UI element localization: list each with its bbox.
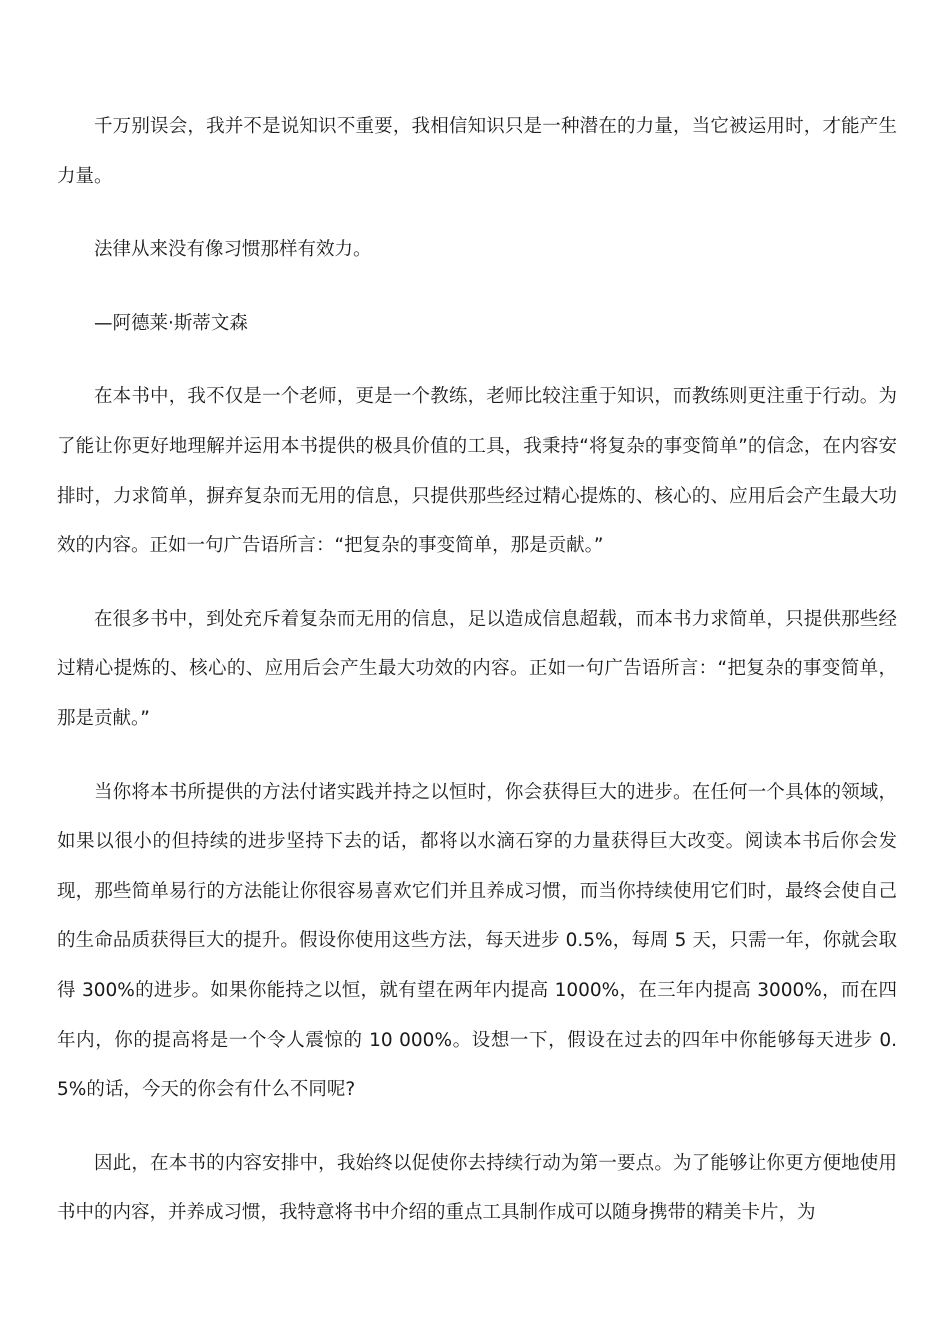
- paragraph-progress: 当你将本书所提供的方法付诸实践并持之以恒时，你会获得巨大的进步。在任何一个具体的领域，如果以很小的但持续的进步坚持下去的话，都将以水滴石穿的力量获得巨大改变。阅读本书后你会发现，那些简单易行的方法能让你很容易喜欢它们并且养成习惯，而当你持续使用它们时，最终会使自己的生命品质获得巨大的提升。假设你使用这些方法，每天进步 0.5%，每周 5 天，只需一年，你就会取得 300%的进步。如果你能持之以恒，就有望在两年内提高 1000%，在三年内提高 3000%，而在四年内，你的提高将是一个令人震惊的 10 000%。设想一下，假设在过去的四年中你能够每天进步 0.5%的话，今天的你会有什么不同呢?: [57, 781, 897, 1101]
- paragraph-knowledge: 千万别误会，我并不是说知识不重要，我相信知识只是一种潜在的力量，当它被运用时，才能产生力量。: [57, 116, 897, 187]
- paragraph-information-overload: 在很多书中，到处充斥着复杂而无用的信息，足以造成信息超载，而本书力求简单，只提供那些经过精心提炼的、核心的、应用后会产生最大功效的内容。正如一句广告语所言：“把复杂的事变简单，那是贡献。”: [57, 608, 897, 729]
- document-body: [57, 102, 897, 1262]
- quote-attribution: —阿德莱·斯蒂文森: [94, 312, 248, 334]
- paragraph-action-cards: 因此，在本书的内容安排中，我始终以促使你去持续行动为第一要点。为了能够让你更方便地使用书中的内容，并养成习惯，我特意将书中介绍的重点工具制作成可以随身携带的精美卡片，为: [57, 1152, 897, 1224]
- paragraph-teacher-coach: 在本书中，我不仅是一个老师，更是一个教练，老师比较注重于知识，而教练则更注重于行动。为了能让你更好地理解并运用本书提供的极具价值的工具，我秉持“将复杂的事变简单”的信念，在内容安排时，力求简单，摒弃复杂而无用的信息，只提供那些经过精心提炼的、核心的、应用后会产生最大功效的内容。正如一句广告语所言：“把复杂的事变简单，那是贡献。”: [57, 386, 897, 557]
- quote-law-habit: 法律从来没有像习惯那样有效力。: [94, 239, 372, 261]
